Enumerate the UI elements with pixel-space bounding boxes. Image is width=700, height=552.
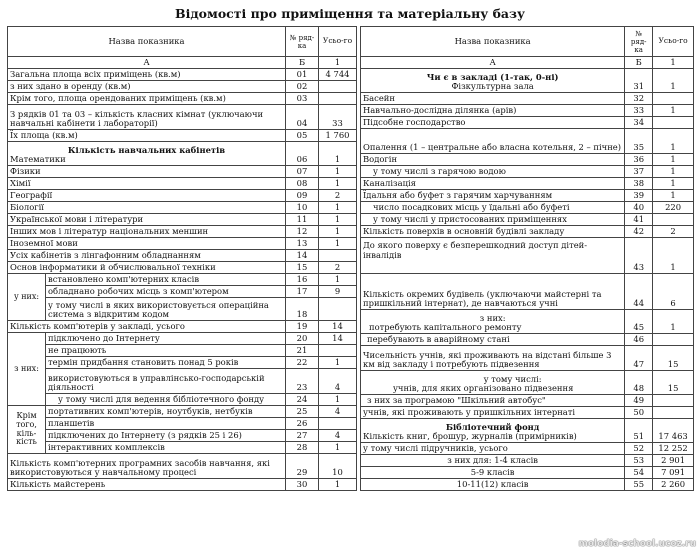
table-row <box>361 419 694 443</box>
row-label: Інших мов і літератур національних меншин <box>8 226 286 238</box>
row-number: 19 <box>286 321 319 333</box>
row-number: 36 <box>625 154 653 166</box>
row-number: 45 <box>625 310 653 334</box>
table-row <box>8 130 357 142</box>
table-row <box>8 479 357 491</box>
table-row <box>361 274 694 310</box>
row-number: 01 <box>286 69 319 81</box>
row-value: 1 <box>319 357 357 369</box>
letter-one: 1 <box>319 57 357 69</box>
row-number: 12 <box>286 226 319 238</box>
row-label: у тому числі у пристосованих приміщеннях <box>361 214 625 226</box>
table-row <box>361 455 694 467</box>
row-label: Крім того, площа орендованих приміщень (кв.м) <box>8 93 286 105</box>
row-label: Кількість комп'ютерів у закладі, усього <box>8 321 286 333</box>
table-row <box>8 238 357 250</box>
row-value: 1 <box>653 129 694 154</box>
table-row <box>361 190 694 202</box>
row-label: Басейн <box>361 93 625 105</box>
table-row <box>8 214 357 226</box>
row-value: 1 <box>653 69 694 93</box>
row-sublabel: Математики <box>10 154 66 165</box>
row-number: 37 <box>625 166 653 178</box>
table-row <box>8 274 357 286</box>
row-label: Загальна площа всіх приміщень (кв.м) <box>8 69 286 81</box>
row-value: 4 <box>319 369 357 394</box>
letter-b: Б <box>625 57 653 69</box>
table-row <box>8 166 357 178</box>
row-label: з них здано в оренду (кв.м) <box>8 81 286 93</box>
row-value: 1 <box>319 178 357 190</box>
row-label: у тому числі в яких використовується операційна система з відкритим кодом <box>46 298 286 321</box>
row-value: 14 <box>319 333 357 345</box>
row-label <box>361 310 625 334</box>
row-label: з них за програмою "Шкільний автобус" <box>361 395 625 407</box>
row-number: 42 <box>625 226 653 238</box>
row-number: 30 <box>286 479 319 491</box>
row-value: 17 463 <box>653 419 694 443</box>
row-label: інтерактивних комплексів <box>46 442 286 454</box>
row-value: 1 <box>319 226 357 238</box>
row-label: з них для: 1-4 класів <box>361 455 625 467</box>
table-row <box>8 442 357 454</box>
table-row <box>8 190 357 202</box>
row-value: 15 <box>653 371 694 395</box>
row-value: 1 <box>653 166 694 178</box>
row-value: 1 <box>653 154 694 166</box>
row-value: 1 <box>653 105 694 117</box>
row-label: Підсобне господарство <box>361 117 625 129</box>
row-value: 1 <box>653 310 694 334</box>
row-number: 48 <box>625 371 653 395</box>
row-number: 29 <box>286 454 319 479</box>
row-value: 4 744 <box>319 69 357 81</box>
row-label: Іноземної мови <box>8 238 286 250</box>
row-label: використовуються в управлінсько-господарській діяльності <box>46 369 286 394</box>
row-value: 2 901 <box>653 455 694 467</box>
row-value: 1 <box>653 178 694 190</box>
row-number: 25 <box>286 406 319 418</box>
row-value: 7 091 <box>653 467 694 479</box>
row-label <box>8 142 286 166</box>
row-value: 1 <box>319 479 357 491</box>
row-label: Кількість майстерень <box>8 479 286 491</box>
row-value: 33 <box>319 105 357 130</box>
row-value: 2 <box>653 226 694 238</box>
table-row <box>8 226 357 238</box>
row-number: 02 <box>286 81 319 93</box>
row-number: 43 <box>625 238 653 274</box>
row-value: 2 <box>319 190 357 202</box>
col-header-name: Назва показника <box>361 27 625 57</box>
row-value <box>319 81 357 93</box>
row-value: 10 <box>319 454 357 479</box>
row-value <box>319 345 357 357</box>
row-value: 1 <box>319 166 357 178</box>
row-value: 220 <box>653 202 694 214</box>
row-number: 20 <box>286 333 319 345</box>
row-number: 53 <box>625 455 653 467</box>
row-label: у тому числі з гарячою водою <box>361 166 625 178</box>
row-label: Каналізація <box>361 178 625 190</box>
row-label: учнів, які проживають у пришкільних інтернаті <box>361 407 625 419</box>
row-number: 26 <box>286 418 319 430</box>
table-row <box>8 298 357 321</box>
row-value: 2 260 <box>653 479 694 491</box>
row-label <box>361 419 625 443</box>
row-label: Чисельність учнів, які проживають на відстані більше 3 км від закладу і потребують підвезення <box>361 346 625 371</box>
row-value: 12 252 <box>653 443 694 455</box>
row-label: Хімії <box>8 178 286 190</box>
row-label: 10-11(12) класів <box>361 479 625 491</box>
row-value <box>653 117 694 129</box>
row-label: у тому числі для ведення бібліотечного фонду <box>46 394 286 406</box>
row-value: 4 <box>319 406 357 418</box>
row-number: 05 <box>286 130 319 142</box>
table-row <box>8 369 357 394</box>
header-row <box>8 27 357 57</box>
table-row <box>361 371 694 395</box>
row-number: 31 <box>625 69 653 93</box>
row-value: 14 <box>319 321 357 333</box>
row-number: 03 <box>286 93 319 105</box>
table-row <box>8 250 357 262</box>
row-number: 08 <box>286 178 319 190</box>
row-number: 07 <box>286 166 319 178</box>
col-header-name: Назва показника <box>8 27 286 57</box>
row-label: портативних комп'ютерів, ноутбуків, нетбуків <box>46 406 286 418</box>
row-label: 5-9 класів <box>361 467 625 479</box>
table-row <box>8 394 357 406</box>
row-value: 1 <box>653 238 694 274</box>
table-row <box>361 129 694 154</box>
row-label: Кількість поверхів в основній будівлі закладу <box>361 226 625 238</box>
row-value: 1 760 <box>319 130 357 142</box>
row-value: 15 <box>653 346 694 371</box>
row-number: 32 <box>625 93 653 105</box>
row-label: у тому числі підручників, усього <box>361 443 625 455</box>
row-value <box>653 395 694 407</box>
row-number: 11 <box>286 214 319 226</box>
section-heading: Бібліотечний фонд <box>445 421 540 432</box>
row-number: 49 <box>625 395 653 407</box>
row-number: 16 <box>286 274 319 286</box>
table-row <box>8 178 357 190</box>
table-row <box>361 105 694 117</box>
table-row <box>8 321 357 333</box>
row-number: 34 <box>625 117 653 129</box>
table-row <box>8 430 357 442</box>
row-label: планшетів <box>46 418 286 430</box>
row-sublabel: Фізкультурна зала <box>451 81 534 92</box>
table-row <box>361 467 694 479</box>
row-value: 1 <box>319 274 357 286</box>
row-number: 39 <box>625 190 653 202</box>
row-label: Опалення (1 – центральне або власна котельня, 2 – пічне) <box>361 129 625 154</box>
row-number: 47 <box>625 346 653 371</box>
row-label: Їдальня або буфет з гарячим харчуванням <box>361 190 625 202</box>
row-label: Основ інформатики й обчислювальної техніки <box>8 262 286 274</box>
table-row <box>8 81 357 93</box>
row-label: Їх площа (кв.м) <box>8 130 286 142</box>
letters-row <box>8 57 357 69</box>
table-row <box>361 443 694 455</box>
row-sublabel-heading: у тому числі: <box>483 373 542 384</box>
row-label: встановлено комп'ютерних класів <box>46 274 286 286</box>
col-header-row-no: № ряд-ка <box>286 27 319 57</box>
letter-a: А <box>361 57 625 69</box>
group-label: Крім того, кіль-кість <box>8 406 46 454</box>
row-value <box>319 250 357 262</box>
table-row <box>361 69 694 93</box>
row-number: 22 <box>286 357 319 369</box>
row-number: 24 <box>286 394 319 406</box>
row-sublabel-heading: з них: <box>479 312 506 323</box>
col-header-total: Усьо-го <box>319 27 357 57</box>
row-value: 1 <box>319 394 357 406</box>
section-heading: Чи є в закладі (1-так, 0-ні) <box>426 71 559 82</box>
row-value <box>653 214 694 226</box>
letters-row <box>361 57 694 69</box>
row-label: Усіх кабінетів з лінгафонним обладнанням <box>8 250 286 262</box>
row-number: 09 <box>286 190 319 202</box>
row-label: Фізики <box>8 166 286 178</box>
table-row <box>8 357 357 369</box>
row-number: 14 <box>286 250 319 262</box>
page-title: Відомості про приміщення та матеріальну базу <box>175 6 525 21</box>
row-label: Кількість комп'ютерних програмних засобів навчання, які використовуються у навчальному процесі <box>8 454 286 479</box>
row-label: До якого поверху є безперешкодний доступ дітей-інвалідів <box>361 238 625 274</box>
row-label <box>361 371 625 395</box>
row-value: 9 <box>319 286 357 298</box>
row-value <box>653 334 694 346</box>
row-number: 44 <box>625 274 653 310</box>
row-value: 1 <box>319 238 357 250</box>
row-label: не працюють <box>46 345 286 357</box>
row-number: 15 <box>286 262 319 274</box>
row-number: 23 <box>286 369 319 394</box>
row-value: 1 <box>319 142 357 166</box>
row-number: 27 <box>286 430 319 442</box>
group-label: з них: <box>8 333 46 406</box>
row-value <box>319 298 357 321</box>
table-row <box>361 214 694 226</box>
letter-one: 1 <box>653 57 694 69</box>
row-label: підключених до Інтернету (з рядків 25 і 26) <box>46 430 286 442</box>
watermark: molodia-school.ucoz.ru <box>578 539 696 549</box>
row-value <box>653 407 694 419</box>
table-row <box>361 334 694 346</box>
table-row <box>8 345 357 357</box>
table-row <box>361 166 694 178</box>
row-label: Української мови і літератури <box>8 214 286 226</box>
table-row <box>8 93 357 105</box>
table-row <box>361 154 694 166</box>
row-sublabel: потребують капітального ремонту <box>369 322 522 333</box>
row-label: Навчально-дослідна ділянка (арів) <box>361 105 625 117</box>
row-label: Біології <box>8 202 286 214</box>
row-label: Водогін <box>361 154 625 166</box>
row-value: 1 <box>319 202 357 214</box>
row-label: З рядків 01 та 03 – кількість класних кімнат (уключаючи навчальні кабінети і лабораторії) <box>8 105 286 130</box>
header-row <box>361 27 694 57</box>
table-row <box>8 454 357 479</box>
table-row <box>8 262 357 274</box>
left-table <box>7 26 357 491</box>
row-number: 55 <box>625 479 653 491</box>
table-row <box>361 479 694 491</box>
table-row <box>8 142 357 166</box>
row-label <box>361 69 625 93</box>
row-label: термін придбання становить понад 5 років <box>46 357 286 369</box>
letter-a: А <box>8 57 286 69</box>
row-value: 6 <box>653 274 694 310</box>
col-header-total: Усьо-го <box>653 27 694 57</box>
row-number: 18 <box>286 298 319 321</box>
row-sublabel: Кількість книг, брошур, журналів (примірників) <box>363 431 577 442</box>
row-value: 1 <box>653 190 694 202</box>
section-heading: Кількість навчальних кабінетів <box>67 144 226 155</box>
row-value: 2 <box>319 262 357 274</box>
row-number: 40 <box>625 202 653 214</box>
row-number: 33 <box>625 105 653 117</box>
table-row <box>361 395 694 407</box>
row-number: 04 <box>286 105 319 130</box>
table-row <box>361 202 694 214</box>
right-table <box>360 26 694 491</box>
row-number: 17 <box>286 286 319 298</box>
table-row <box>361 117 694 129</box>
row-value <box>319 418 357 430</box>
row-value <box>319 93 357 105</box>
row-label: Географії <box>8 190 286 202</box>
row-number: 41 <box>625 214 653 226</box>
group-label: у них: <box>8 274 46 321</box>
row-label: підключено до Інтернету <box>46 333 286 345</box>
row-number: 13 <box>286 238 319 250</box>
row-number: 54 <box>625 467 653 479</box>
row-value: 1 <box>319 442 357 454</box>
col-header-row-no: № ряд-ка <box>625 27 653 57</box>
row-label: обладнано робочих місць з комп'ютером <box>46 286 286 298</box>
table-row <box>8 202 357 214</box>
row-value: 1 <box>319 214 357 226</box>
table-row <box>361 178 694 190</box>
letter-b: Б <box>286 57 319 69</box>
table-row <box>361 93 694 105</box>
table-row <box>361 346 694 371</box>
table-row <box>8 286 357 298</box>
table-row <box>361 226 694 238</box>
table-row <box>8 418 357 430</box>
row-label: число посадкових місць у їдальні або буфеті <box>361 202 625 214</box>
table-row <box>8 69 357 81</box>
row-label: перебувають в аварійному стані <box>361 334 625 346</box>
row-value: 4 <box>319 430 357 442</box>
row-number: 28 <box>286 442 319 454</box>
table-row <box>8 333 357 345</box>
row-number: 52 <box>625 443 653 455</box>
table-row <box>361 238 694 274</box>
row-number: 21 <box>286 345 319 357</box>
table-row <box>8 105 357 130</box>
table-row <box>8 406 357 418</box>
row-value <box>653 93 694 105</box>
row-sublabel: учнів, для яких організовано підвезення <box>393 383 574 394</box>
row-number: 10 <box>286 202 319 214</box>
row-number: 51 <box>625 419 653 443</box>
row-number: 35 <box>625 129 653 154</box>
row-number: 46 <box>625 334 653 346</box>
row-number: 06 <box>286 142 319 166</box>
row-number: 50 <box>625 407 653 419</box>
row-number: 38 <box>625 178 653 190</box>
row-label: Кількість окремих будівель (уключаючи майстерні та пришкільний інтернат), де навчаються учні <box>361 274 625 310</box>
table-row <box>361 310 694 334</box>
table-row <box>361 407 694 419</box>
